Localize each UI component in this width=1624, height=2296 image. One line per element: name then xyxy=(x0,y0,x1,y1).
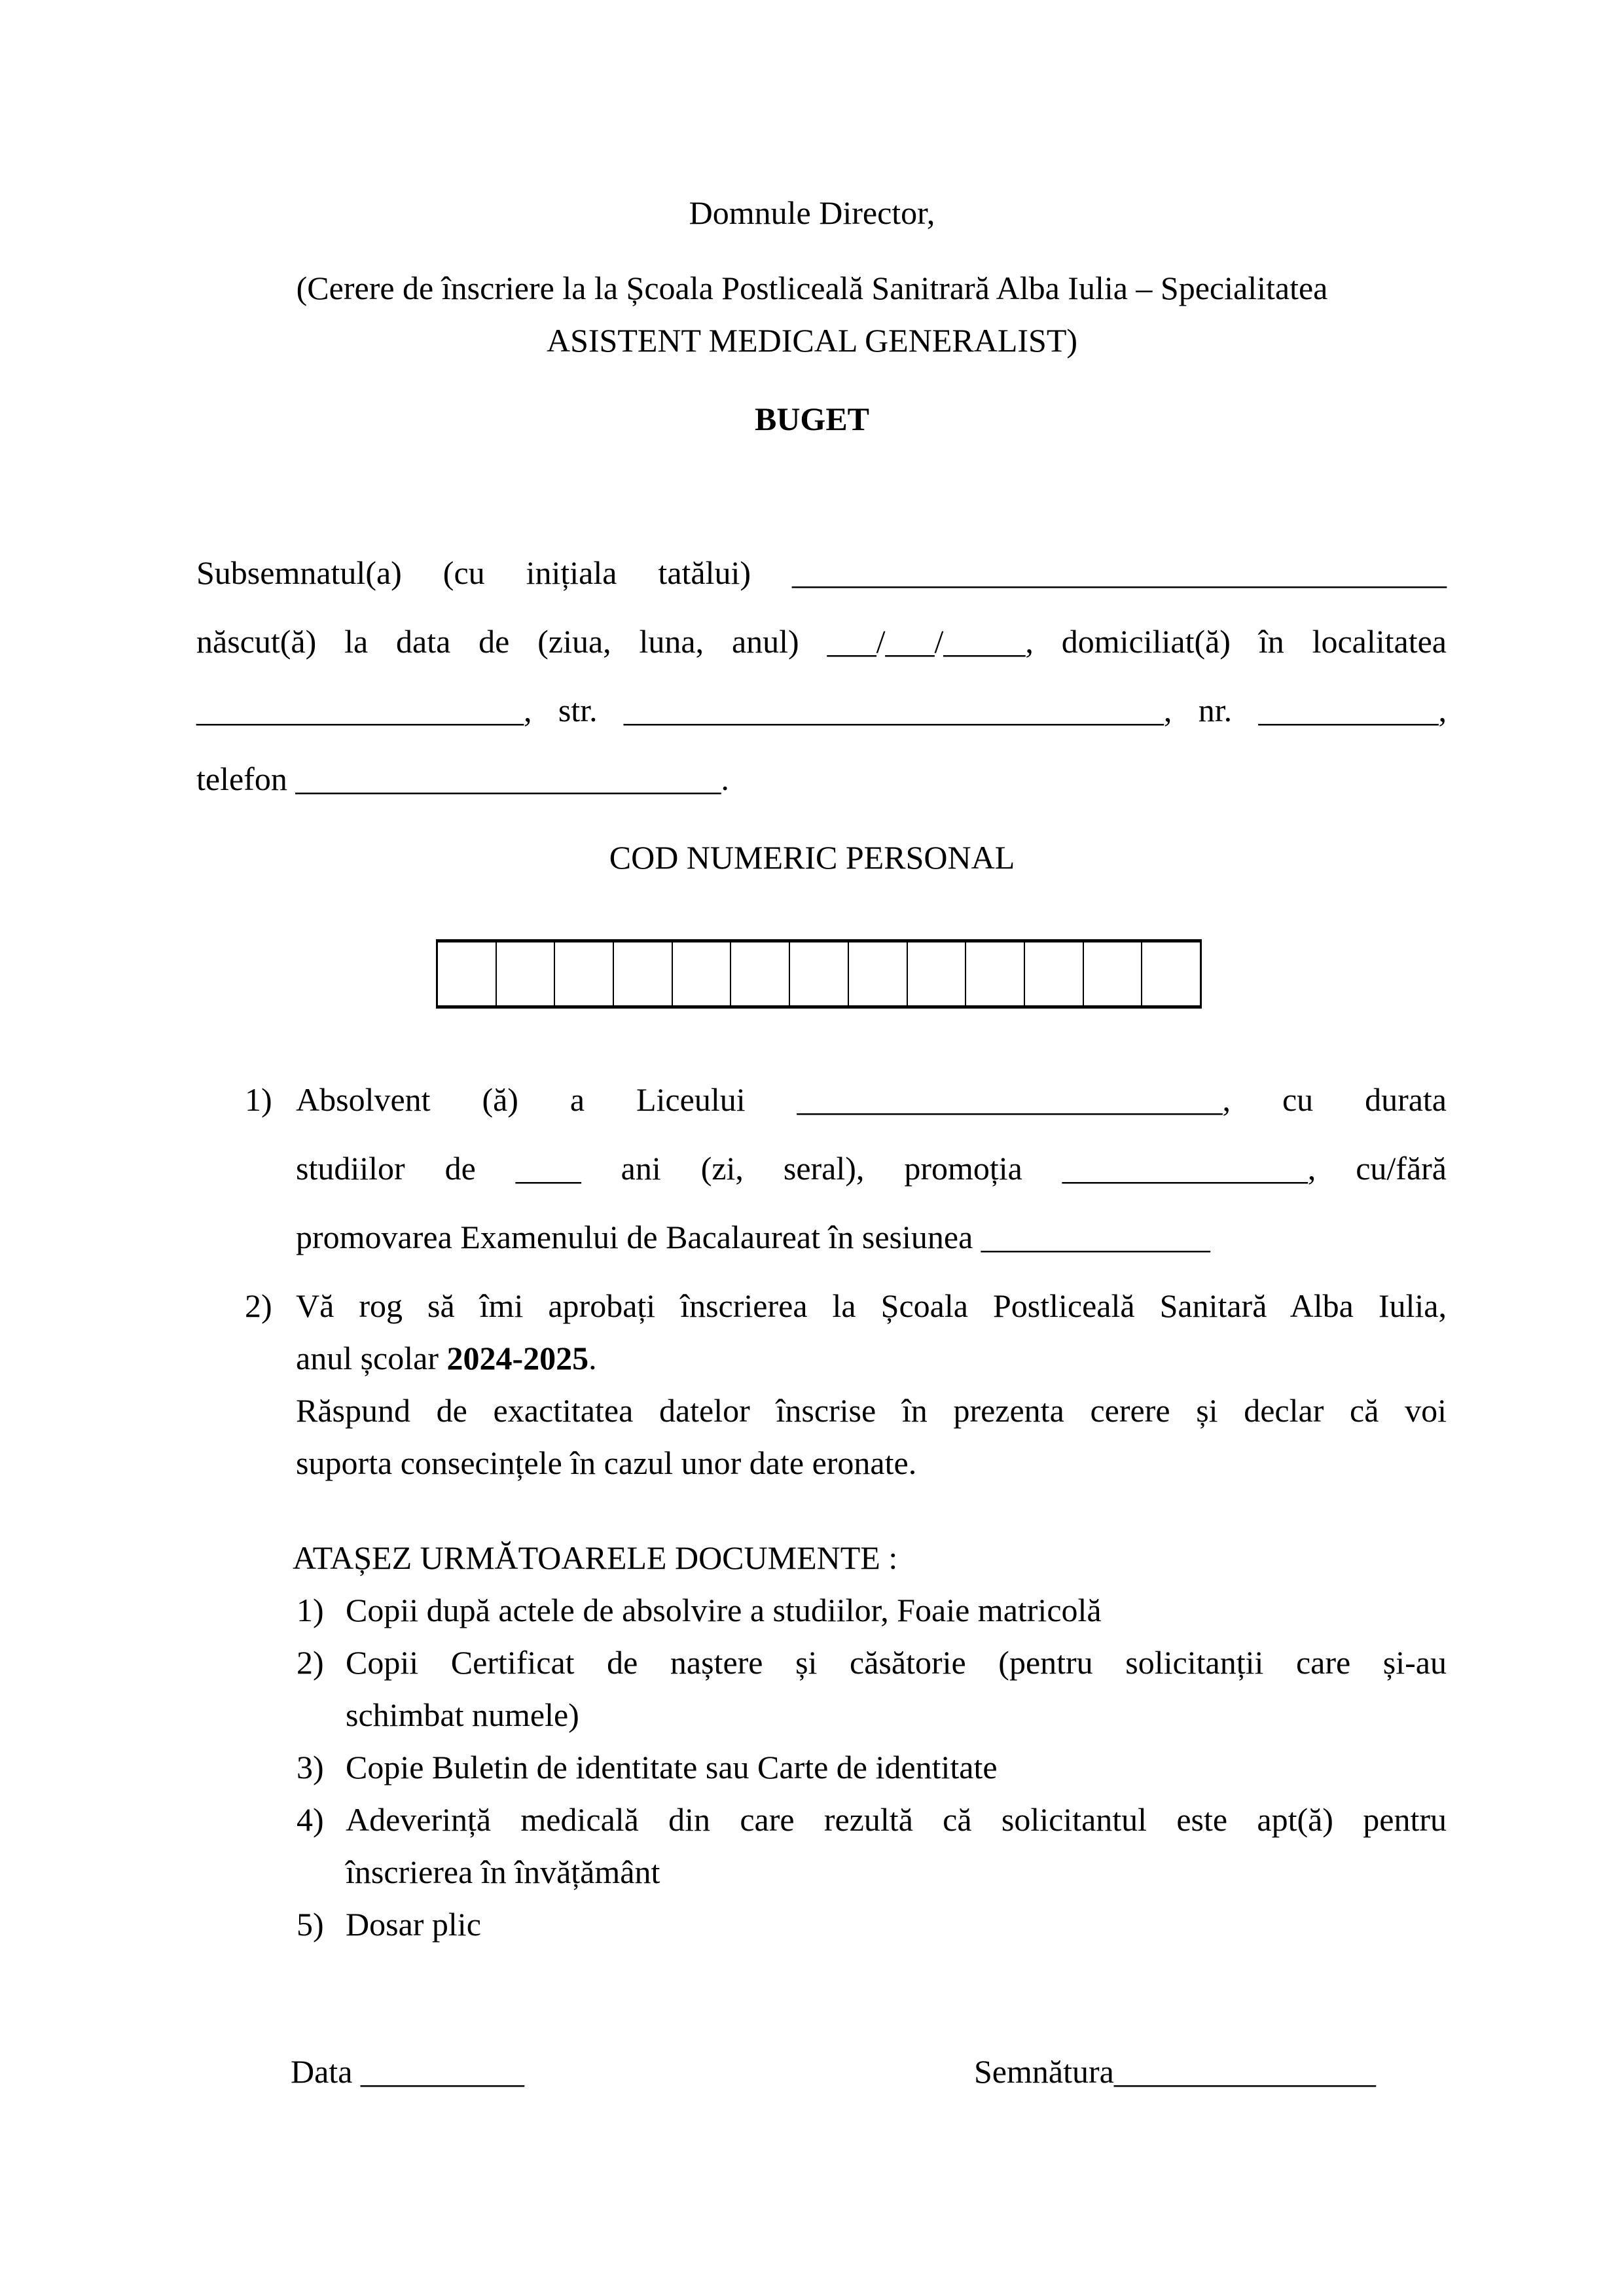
cnp-cell xyxy=(555,942,614,1005)
item-number: 1) xyxy=(297,1592,324,1628)
document-item-5 xyxy=(297,1898,1447,1950)
subtitle-line-1: (Cerere de înscriere la la Școala Postliceală Sanitrară Alba Iulia – Specialitatea xyxy=(296,270,1328,306)
item2-line-2 xyxy=(296,1332,1447,1384)
cnp-cell xyxy=(849,942,908,1005)
item-number: 4) xyxy=(297,1801,324,1838)
cnp-cell xyxy=(497,942,556,1005)
document-item-line: schimbat numele) xyxy=(346,1696,579,1733)
cnp-cell xyxy=(731,942,790,1005)
item2-line-4: suporta consecințele în cazul unor date eronate. xyxy=(296,1444,917,1481)
school-year-prefix: anul școlar xyxy=(296,1340,447,1376)
intro-line-phone: telefon __________________________. xyxy=(196,761,729,797)
item1-line-1: Absolvent (ă) a Liceului __________________________, cu durata xyxy=(296,1081,1447,1118)
subtitle-line-2: ASISTENT MEDICAL GENERALIST) xyxy=(546,322,1078,359)
intro-line-name: Subsemnatul(a) (cu inițiala tatălui) ________________________________________ xyxy=(196,554,1447,591)
subtitle xyxy=(0,262,1624,367)
list-item-1 xyxy=(245,1066,1447,1272)
item-number: 2) xyxy=(245,1287,272,1324)
cnp-cell xyxy=(438,942,497,1005)
cnp-cell xyxy=(790,942,849,1005)
cnp-cell xyxy=(1142,942,1200,1005)
document-item-line: Copii după actele de absolvire a studiilor, Foaie matricolă xyxy=(346,1592,1102,1628)
document-item-line: Copie Buletin de identitate sau Carte de identitate xyxy=(346,1749,998,1785)
documents-list xyxy=(297,1584,1447,1950)
document-item-1 xyxy=(297,1584,1447,1636)
document-item-2 xyxy=(297,1636,1447,1741)
school-year-value: 2024-2025 xyxy=(446,1340,589,1376)
cnp-heading: COD NUMERIC PERSONAL xyxy=(609,839,1015,876)
documents-heading: ATAȘEZ URMĂTOARELE DOCUMENTE : xyxy=(293,1539,898,1576)
signature-label: Semnătura________________ xyxy=(974,2053,1376,2090)
item1-line-2: studiilor de ____ ani (zi, seral), promoția _______________, cu/fără xyxy=(296,1150,1447,1187)
funding-type-label: BUGET xyxy=(754,401,870,437)
item-number: 2) xyxy=(297,1644,324,1681)
cnp-cell xyxy=(614,942,673,1005)
cnp-cell xyxy=(1025,942,1084,1005)
cnp-table xyxy=(436,939,1202,1009)
intro-line-address: ____________________, str. _________________________________, nr. ___________, xyxy=(196,692,1447,728)
cnp-cell xyxy=(966,942,1025,1005)
item1-line-3: promovarea Examenului de Bacalaureat în sesiunea ______________ xyxy=(296,1219,1210,1255)
document-item-line: Copii Certificat de naștere și căsătorie (pentru solicitanții care și-au xyxy=(346,1644,1447,1681)
document-item-line: Dosar plic xyxy=(346,1906,481,1943)
page-title: Domnule Director, xyxy=(689,194,935,231)
item2-line-1: Vă rog să îmi aprobați înscrierea la Școala Postliceală Sanitară Alba Iulia, xyxy=(296,1287,1447,1324)
intro-line-birthdate: născut(ă) la data de (ziua, luna, anul) ___/___/_____, domiciliat(ă) în localitatea xyxy=(196,623,1447,660)
item-number: 5) xyxy=(297,1906,324,1943)
item-number: 1) xyxy=(245,1081,272,1118)
document-item-line: înscrierea în învățământ xyxy=(346,1854,660,1890)
document-item-3 xyxy=(297,1741,1447,1793)
intro-paragraph xyxy=(196,539,1447,814)
cnp-cell xyxy=(1084,942,1143,1005)
cnp-cell xyxy=(908,942,967,1005)
cnp-cell xyxy=(673,942,732,1005)
school-year-suffix: . xyxy=(588,1340,597,1376)
document-item-line: Adeverință medicală din care rezultă că solicitantul este apt(ă) pentru xyxy=(346,1801,1447,1838)
item-number: 3) xyxy=(297,1749,324,1785)
list-item-2 xyxy=(245,1280,1447,1489)
date-label: Data __________ xyxy=(291,2053,524,2090)
item2-line-3: Răspund de exactitatea datelor înscrise în prezenta cerere și declar că voi xyxy=(296,1392,1447,1429)
document-item-4 xyxy=(297,1793,1447,1898)
